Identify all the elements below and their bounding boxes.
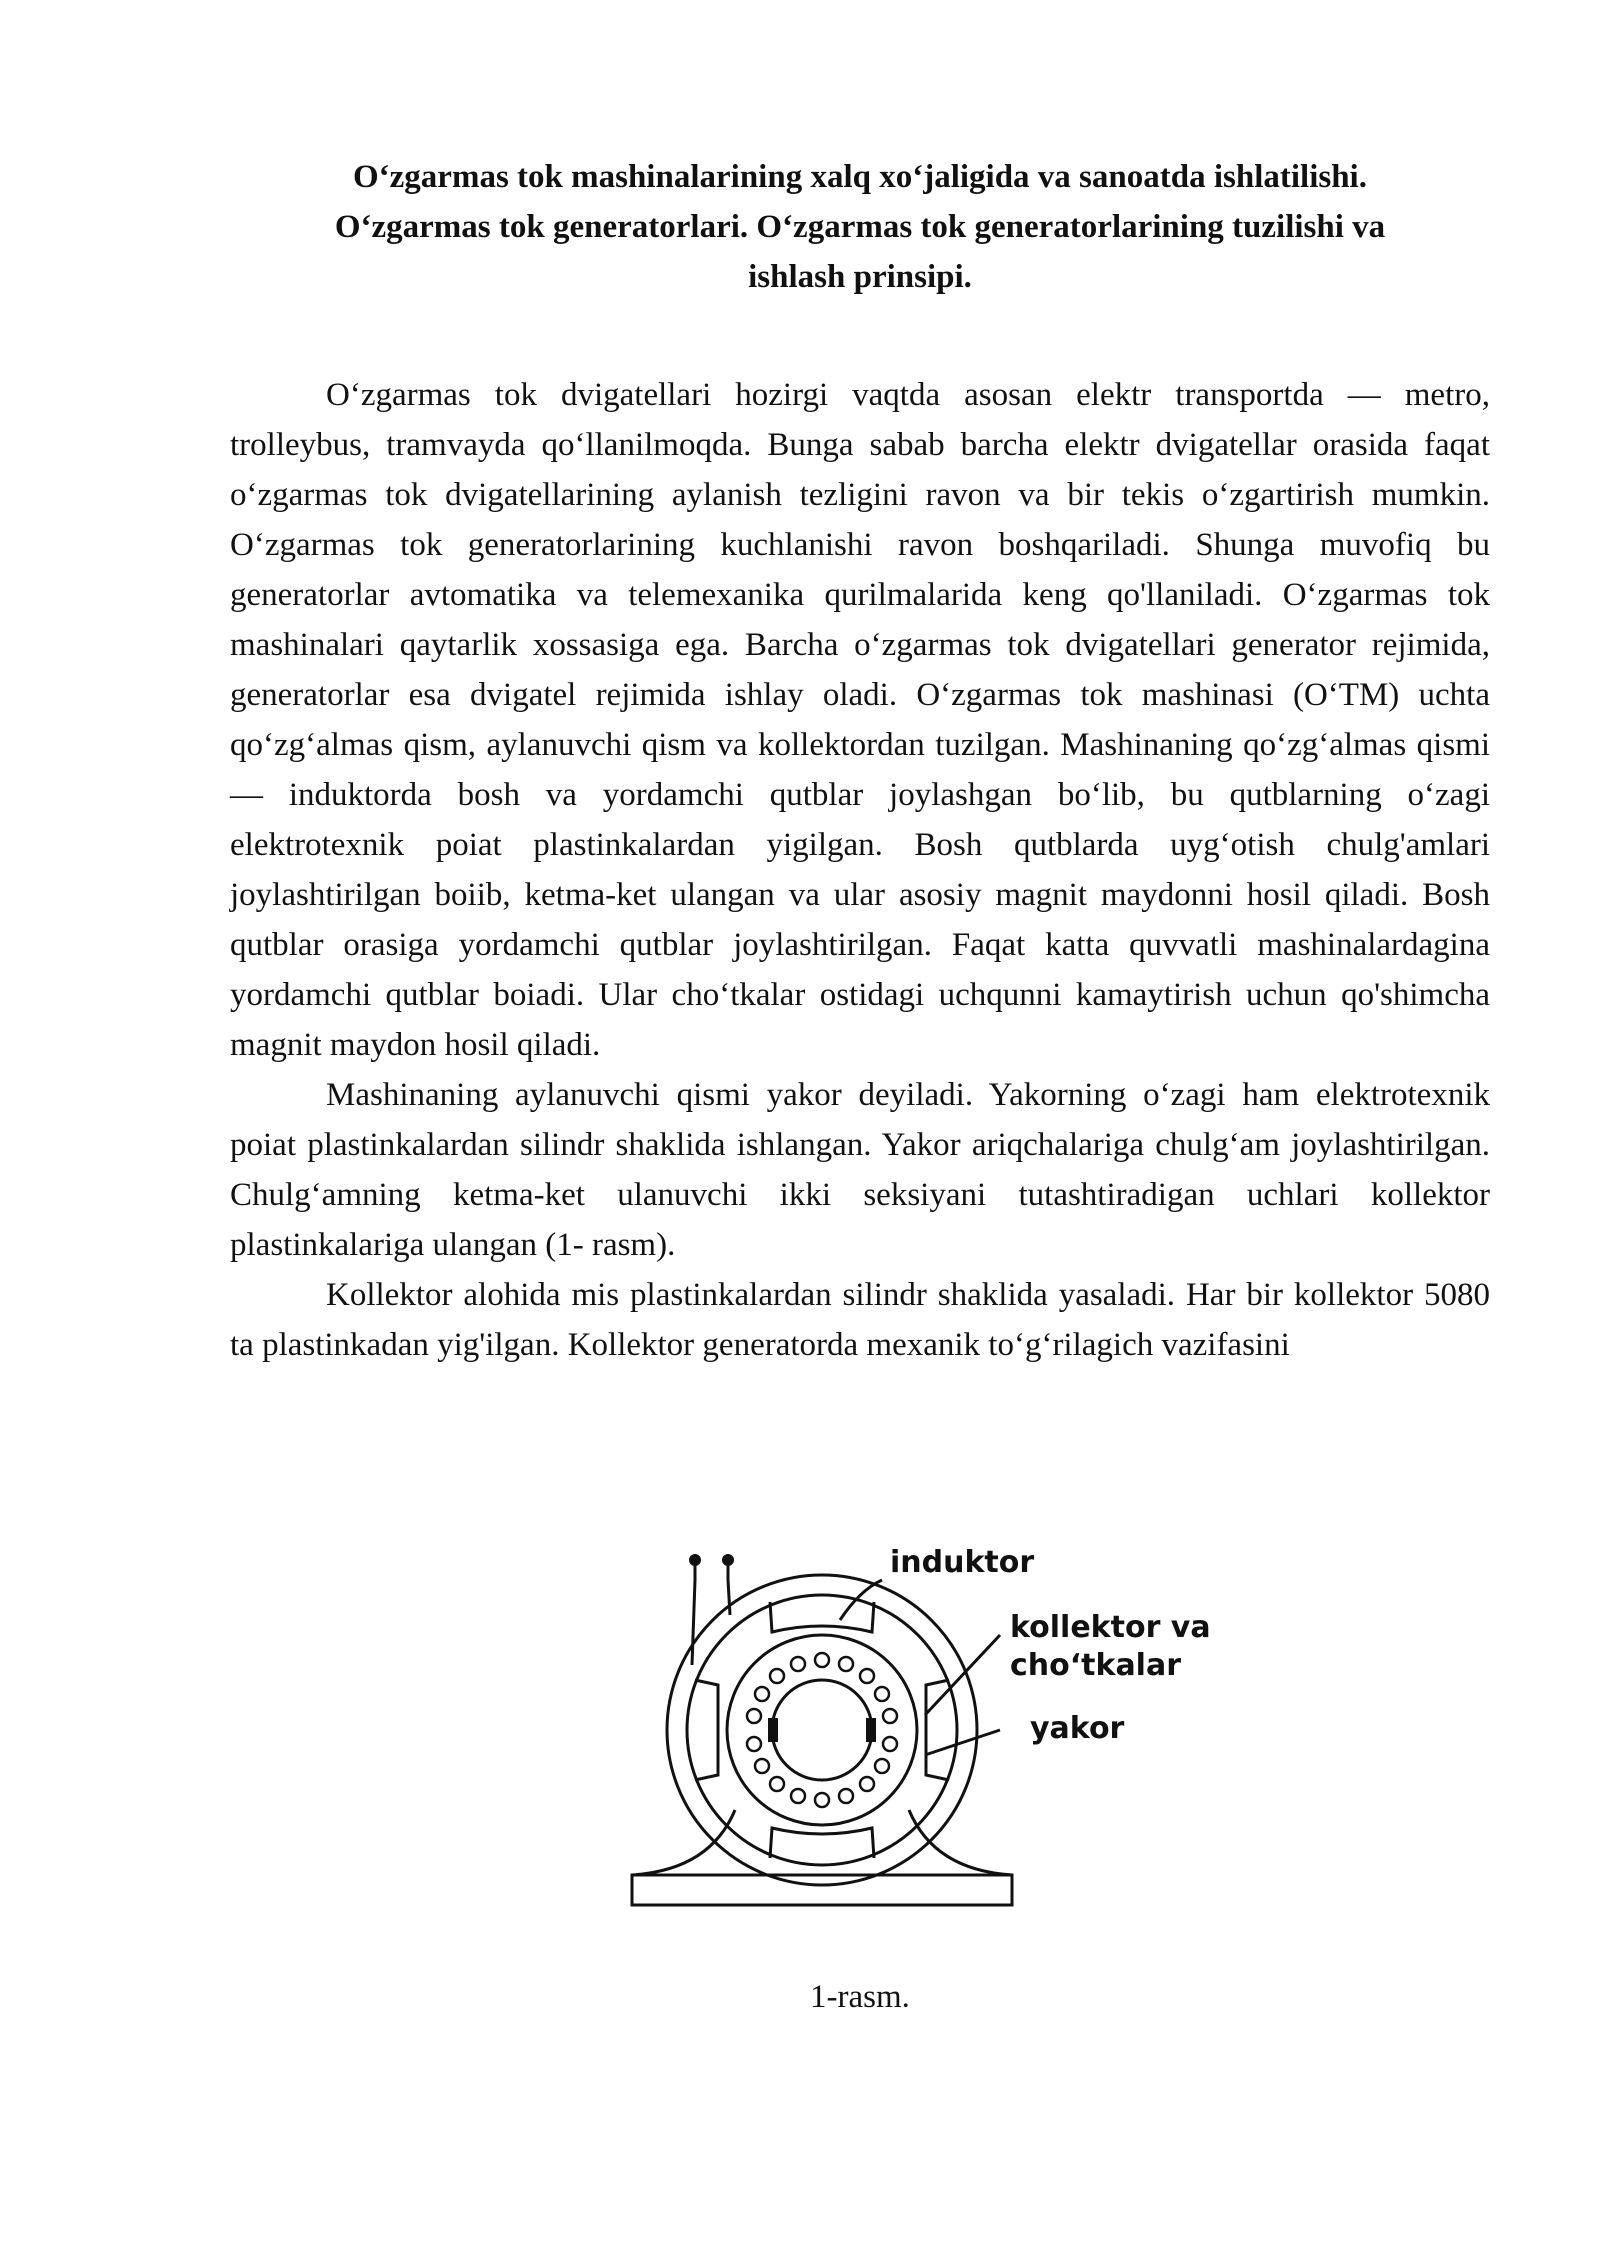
bottom-main-pole: [770, 1828, 874, 1858]
armature-ring: [727, 1635, 917, 1825]
terminal-head-1: [689, 1554, 701, 1566]
motor-diagram-figure: [600, 1520, 1240, 1940]
collector-ring: [772, 1680, 872, 1780]
brush-right: [866, 1718, 876, 1742]
armature-leader-line: [925, 1730, 1000, 1755]
inductor-outer-ring: [667, 1575, 977, 1885]
collector-leader-line: [925, 1635, 1000, 1715]
label-kollektor-line1: kollektor va: [1010, 1610, 1211, 1645]
base-plate: [632, 1875, 1012, 1905]
figure-caption: 1-rasm.: [810, 1979, 910, 2015]
title-line-1: O‘zgarmas tok mashinalarining xalq xo‘jaligida va sanoatda ishlatilishi.: [353, 159, 1367, 195]
label-yakor: yakor: [1030, 1711, 1125, 1746]
terminal-wire-2: [728, 1563, 730, 1615]
top-main-pole: [770, 1602, 874, 1632]
label-induktor: induktor: [890, 1545, 1035, 1580]
terminal-wire-1: [692, 1563, 695, 1665]
paragraph-3: Kollektor alohida mis plastinkalardan silindr shaklida yasaladi. Har bir kollektor 5080 ta plastinkadan yig'ilgan. Kollektor generatorda mexanik to‘g‘rilagich vazifasini: [230, 1277, 1490, 1363]
document-body: [230, 370, 1490, 1370]
title-line-2: O‘zgarmas tok generatorlari. O‘zgarmas tok generatorlarining tuzilishi va: [334, 209, 1386, 245]
dc-machine-diagram: [600, 1520, 1240, 1940]
paragraph-2: Mashinaning aylanuvchi qismi yakor deyiladi. Yakorning o‘zagi ham elektrotexnik poiat plastinkalardan silindr shaklida ishlangan. Yakor ariqchalariga chulg‘am joylashtirilgan. Chulg‘amning ketma-ket ulanuvchi ikki seksiyani tutashtiradigan uchlari kollektor plastinkalariga ulangan (1- rasm).: [230, 1077, 1490, 1263]
document-title: [230, 152, 1490, 302]
title-line-3: ishlash prinsipi.: [748, 259, 972, 295]
terminal-head-2: [722, 1554, 734, 1566]
label-kollektor-line2: cho‘tkalar: [1010, 1648, 1182, 1683]
brush-left: [768, 1718, 778, 1742]
left-pole: [695, 1680, 718, 1780]
paragraph-1: O‘zgarmas tok dvigatellari hozirgi vaqtda asosan elektr transportda — metro, trolleybus, tramvayda qo‘llanilmoqda. Bunga sabab barcha elektr dvigatellar orasida faqat o‘zgarmas tok dvigatellarining aylanish tezligini ravon va bir tekis o‘zgartirish mumkin. O‘zgarmas tok generatorlarining kuchlanishi ravon boshqariladi. Shunga muvofiq bu generatorlar avtomatika va telemexanika qurilmalarida keng qo'llaniladi. O‘zgarmas tok mashinalari qaytarlik xossasiga ega. Barcha o‘zgarmas tok dvigatellari generator rejimida, generatorlar esa dvigatel rejimida ishlay oladi. O‘zgarmas tok mashinasi (O‘TM) uchta qo‘zg‘almas qism, aylanuvchi qism va kollektordan tuzilgan. Mashinaning qo‘zg‘almas qismi — induktorda bosh va yordamchi qutblar joylashgan bo‘lib, bu qutblarning o‘zagi elektrotexnik poiat plastinkalardan yigilgan. Bosh qutblarda uyg‘otish chulg'amlari joylashtirilgan boiib, ketma-ket ulangan va ular asosiy magnit maydonni hosil qiladi. Bosh qutblar orasiga yordamchi qutblar joylashtirilgan. Faqat katta quvvatli mashinalardagina yordamchi qutblar boiadi. Ular cho‘tkalar ostidagi uchqunni kamaytirish uchun qo'shimcha magnit maydon hosil qiladi.: [230, 377, 1490, 1063]
